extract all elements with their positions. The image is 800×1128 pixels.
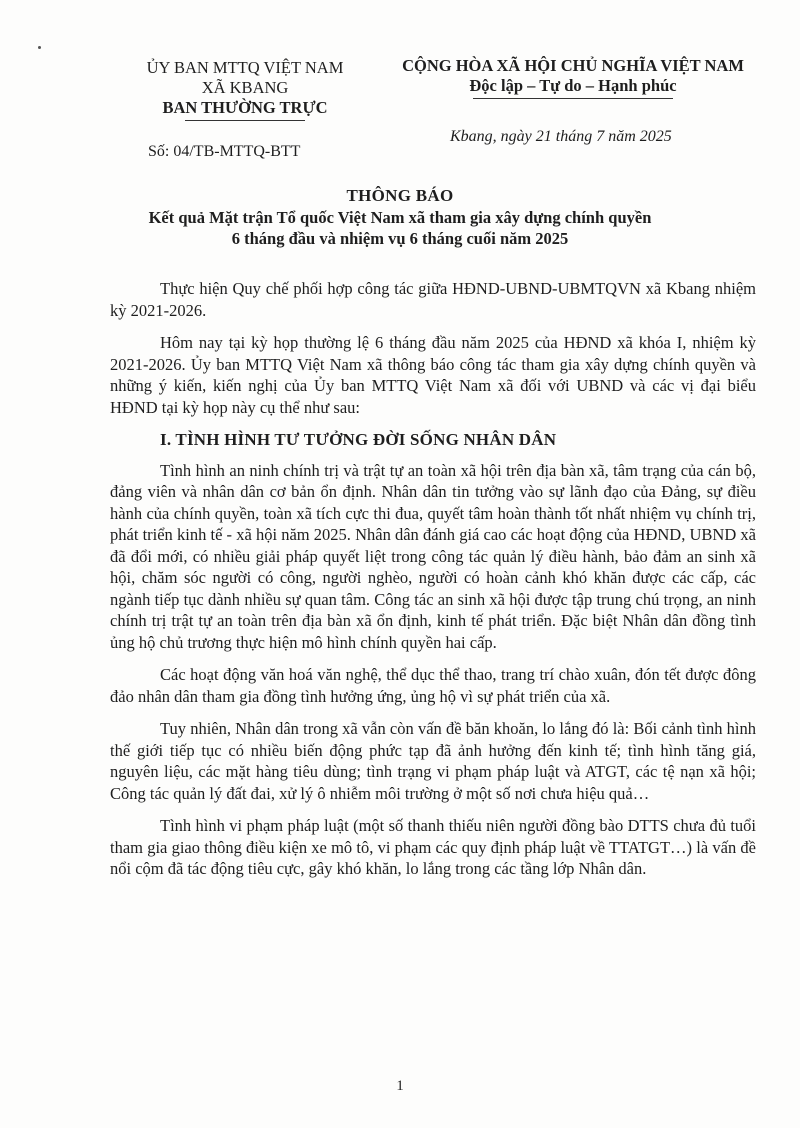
national-title: CỘNG HÒA XÃ HỘI CHỦ NGHĨA VIỆT NAM (402, 56, 744, 75)
subtitle-line2: 6 tháng đầu và nhiệm vụ 6 tháng cuối năm 2025 (231, 229, 569, 248)
document-subtitle (100, 207, 700, 249)
scan-speck (38, 46, 41, 49)
org-name-line1: ỦY BAN MTTQ VIỆT NAM (146, 58, 344, 77)
org-name-line3: BAN THƯỜNG TRỰC (162, 98, 328, 117)
place-and-date: Kbang, ngày 21 tháng 7 năm 2025 (450, 128, 672, 145)
org-underline (185, 120, 305, 121)
paragraph-1: Thực hiện Quy chế phối hợp công tác giữa HĐND-UBND-UBMTQVN xã Kbang nhiệm kỳ 2021-2026. (110, 279, 756, 320)
paragraph-3: Tình hình an ninh chính trị và trật tự an toàn xã hội trên địa bàn xã, tâm trạng của cán bộ, đảng viên và nhân dân cơ bản ổn định. Nhân dân tin tưởng vào sự lãnh đạo của Đảng, sự điều hành của chính quyền, toàn xã tích cực thi đua, quyết tâm hoàn thành tốt nhất nhiệm vụ chính trị, phát triển kinh tế - xã hội năm 2025. Nhân dân đánh giá cao các hoạt động của HĐND, UBND xã đã đổi mới, có nhiều giải pháp quyết liệt trong công tác quản lý điều hành, bảo đảm an sinh xã hội, chăm sóc người có công, người nghèo, người có hoàn cảnh khó khăn được các cấp, các ngành tiếp tục dành nhiều sự quan tâm. Công tác an sinh xã hội được tập trung chú trọng, an ninh chính trị trật tự an toàn trên địa bàn xã ổn định, kinh tế phát triển. Đặc biệt Nhân dân đồng tình ủng hộ chủ trương thực hiện mô hình chính quyền hai cấp. (110, 460, 756, 652)
section-heading-1: I. TÌNH HÌNH TƯ TƯỞNG ĐỜI SỐNG NHÂN DÂN (160, 430, 557, 449)
issuing-organization (120, 58, 370, 121)
national-motto: Độc lập – Tự do – Hạnh phúc (469, 76, 677, 95)
paragraph-5: Tuy nhiên, Nhân dân trong xã vẫn còn vấn đề băn khoăn, lo lắng đó là: Bối cảnh tình hình thế giới tiếp tục có nhiều biến động phức tạp đã ảnh hưởng đến kinh tế; tình hình tăng giá, nguyên liệu, các mặt hàng tiêu dùng; tình trạng vi phạm pháp luật và ATGT, các tệ nạn xã hội; Công tác quản lý đất đai, xử lý ô nhiễm môi trường ở một số nơi chưa hiệu quả… (110, 719, 756, 803)
motto-underline (473, 98, 673, 99)
document-title: THÔNG BÁO (346, 186, 454, 205)
paragraph-6: Tình hình vi phạm pháp luật (một số thanh thiếu niên người đồng bào DTTS chưa đủ tuổi tham gia giao thông điều kiện xe mô tô, vi phạm các quy định pháp luật về TTATGT…) là vấn đề nổi cộm đã tác động tiêu cực, gây khó khăn, lo lắng trong các tầng lớp Nhân dân. (110, 816, 756, 878)
document-number: Số: 04/TB-MTTQ-BTT (148, 143, 301, 160)
document-body (110, 278, 756, 891)
national-heading (392, 56, 754, 99)
subtitle-line1: Kết quả Mặt trận Tổ quốc Việt Nam xã tham gia xây dựng chính quyền (148, 208, 652, 227)
paragraph-2: Hôm nay tại kỳ họp thường lệ 6 tháng đầu năm 2025 của HĐND xã khóa I, nhiệm kỳ 2021-2026. Ủy ban MTTQ Việt Nam xã thông báo công tác tham gia xây dựng chính quyền và những ý kiến, kiến nghị của Ủy ban MTTQ Việt Nam xã đối với UBND và các vị đại biểu HĐND tại kỳ họp này cụ thể như sau: (110, 333, 756, 417)
org-name-line2: XÃ KBANG (201, 78, 289, 97)
paragraph-4: Các hoạt động văn hoá văn nghệ, thể dục thể thao, trang trí chào xuân, đón tết được đông đảo nhân dân tham gia đồng tình hưởng ứng, ủng hộ vì sự phát triển của xã. (110, 665, 756, 706)
page-number: 1 (396, 1078, 404, 1094)
